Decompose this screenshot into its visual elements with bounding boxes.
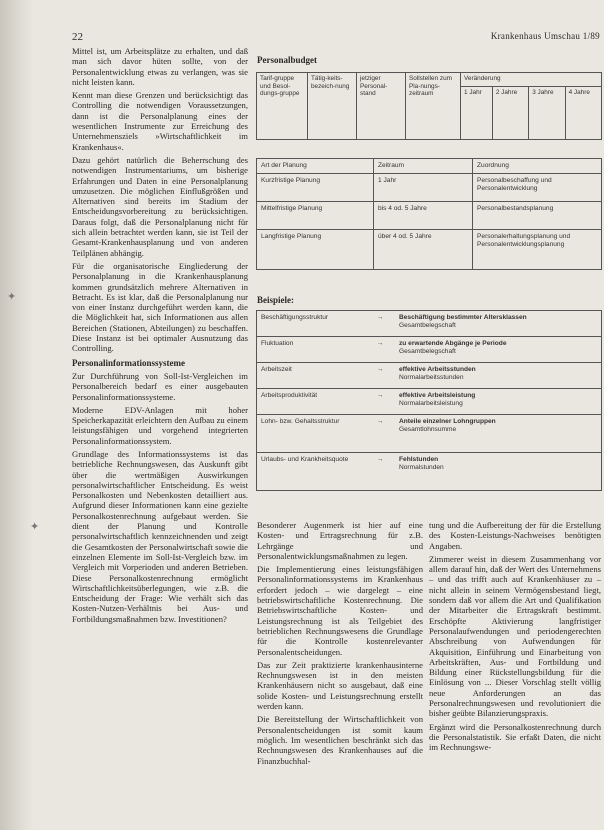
table-header-cell: Zeitraum <box>374 159 473 174</box>
table-row <box>257 415 602 453</box>
table-header-cell: Zuordnung <box>473 159 602 174</box>
table-row <box>257 453 602 491</box>
table-row <box>257 201 602 229</box>
table-cell: Personalbestandsplanung <box>473 201 602 229</box>
example-label: Arbeitsproduktivität <box>257 389 366 415</box>
table-header-cell: Art der Planung <box>257 159 374 174</box>
budget-year-cell: 1 Jahr <box>461 87 493 140</box>
paragraph: tung und die Aufbereitung der für die Erstellung des Kosten-Leistungs-Nachweises benötigten Angaben. <box>429 520 601 551</box>
example-result <box>395 311 602 337</box>
table-row <box>257 337 602 363</box>
left-column <box>72 46 248 627</box>
arrow-icon: → <box>365 337 395 363</box>
right-column-2 <box>429 520 601 756</box>
table-row <box>257 229 602 269</box>
paragraph: Die Bereitstellung der Wirtschaftlichkeit von Personalentscheidungen ist somit kaum möglich. Im wesentlichen beschränkt sich das Rechnungswesen des Krankenhauses auf die Finanzbuchhal- <box>257 714 423 766</box>
example-result-sub: Normalarbeitsstunden <box>399 374 464 381</box>
examples-table <box>256 310 602 491</box>
example-result <box>395 389 602 415</box>
example-result-main: effektive Arbeitsstunden <box>399 366 476 373</box>
paragraph: Moderne EDV-Anlagen mit hoher Speicherkapazität erleichtern den Aufbau zu einem leistungsfähigen und vorgehend integrierten Personalinformationssystem. <box>72 404 248 446</box>
paragraph: Zimmerer weist in diesem Zusammenhang vor allem darauf hin, daß der Wert des Unternehmens – und das trifft auch auf Krankenhäuser zu – nicht allein in seinem Vermögensbestand liegt, sondern daß vor allem die Art und Qualifikation der Mitarbeiter die Ertragskraft bestimmt. Erschöpfte Aktivierung langfristiger Personalaufwendungen und periodengerechten Abschreibung von Aufwendungen für Akquisition, Einführung und Einarbeitung von Arbeitskräften, Aus- und Fortbildung und Bildung einer Rückstellungsbildung für die Einlösung von ... Dieser Vorschlag stellt völlig neue Anforderungen an das Personalrechnungswesen und revolutioniert die bisher geübte Bilanzierungspraxis. <box>429 553 601 719</box>
arrow-icon: → <box>365 363 395 389</box>
budget-table <box>256 72 602 140</box>
example-result-main: Fehlstunden <box>399 456 439 463</box>
binding-mark: ✦ <box>30 521 40 533</box>
table-row <box>257 173 602 201</box>
arrow-icon: → <box>365 389 395 415</box>
budget-year-cell: 3 Jahre <box>529 87 565 140</box>
section-heading: Personalinformationssysteme <box>72 357 185 368</box>
examples-title: Beispiele: <box>257 295 294 305</box>
paragraph: Kennt man diese Grenzen und berücksichtigt das Controlling die notwendigen Voraussetzungen, dann ist die Personalplanung eines der wesentlichen Instrumente zur Erreichung des Unternehmensziels »Wirtschaftlichkeit im Krankenhaus«. <box>72 90 248 152</box>
paragraph: Besonderer Augenmerk ist hier auf eine Kosten- und Ertragsrechnung für z.B. Lehrgänge und Personalentwicklungsmaßnahmen zu legen. <box>257 520 423 561</box>
example-result-sub: Normalstunden <box>399 464 444 471</box>
arrow-icon: → <box>365 415 395 453</box>
binding-gutter <box>0 0 34 830</box>
page-number: 22 <box>72 31 83 43</box>
planning-table <box>256 158 602 270</box>
example-result-sub: Gesamtlohnsumme <box>399 426 457 433</box>
table-row <box>257 389 602 415</box>
budget-header-cell: Sollstellen zum Pla-nungs-zeitraum <box>406 73 461 140</box>
table-row <box>257 159 602 174</box>
example-result-sub: Gesamtbelegschaft <box>399 348 456 355</box>
table-row <box>257 363 602 389</box>
binding-mark: ✦ <box>7 291 17 303</box>
budget-header-cell: Tätig-keits-bezeich-nung <box>308 73 357 140</box>
table-cell: 1 Jahr <box>374 173 473 201</box>
table-row <box>257 311 602 337</box>
table-cell: Mittelfristige Planung <box>257 201 374 229</box>
example-label: Beschäftigungsstruktur <box>257 311 366 337</box>
example-result-main: Beschäftigung bestimmter Altersklassen <box>399 314 527 321</box>
budget-header-cell: Veränderung <box>461 73 602 87</box>
paragraph: Ergänzt wird die Personalkostenrechnung durch die Personalstatistik. Sie erfaßt Daten, die nicht im Rechnungswe- <box>429 721 601 753</box>
budget-header-cell: Tarif-gruppe und Besol-dungs-gruppe <box>257 73 308 140</box>
example-result <box>395 453 602 491</box>
budget-year-cell: 2 Jahre <box>492 87 528 140</box>
table-cell: Personalbeschaffung und Personalentwicklung <box>473 173 602 201</box>
arrow-icon: → <box>365 453 395 491</box>
table-cell: Personalerhaltungsplanung und Personalentwicklungsplanung <box>473 229 602 269</box>
right-column-1 <box>257 520 423 769</box>
example-result <box>395 337 602 363</box>
paragraph: Zur Durchführung von Soll-Ist-Vergleichen im Personalbereich bedarf es einer ausgebauten Personalinformationssysteme. <box>72 370 248 402</box>
table-cell: bis 4 od. 5 Jahre <box>374 201 473 229</box>
paragraph: Für die organisatorische Eingliederung der Personalplanung in die Krankenhausplanung kommen grundsätzlich mehrere Alternativen in Betracht. Es ist klar, daß die Personalplanung nur von einer Instanz durchgeführt werden kann, die die Möglichkeit hat, sich Informationen aus allen Bereichen (Stationen, Abteilungen) zu beschaffen. Diese Instanz ist bei optimaler Ausnutzung das Controlling. <box>72 260 248 354</box>
example-result-main: Anteile einzelner Lohngruppen <box>399 418 496 425</box>
example-label: Arbeitszeit <box>257 363 366 389</box>
paragraph: Das zur Zeit praktizierte krankenhausinterne Rechnungswesen ist in den meisten Krankenhäusern nicht so ausgebaut, daß eine solide Kosten- und Leistungsrechnung erstellt werden kann. <box>257 659 423 712</box>
paragraph: Grundlage des Informationssystems ist das betriebliche Rechnungswesen, das Auskunft gibt über die wertmäßigen Auswirkungen personalwirtschaftlicher Entscheidung. Es weist Personalkosten und Nebenkosten detailliert aus. Aufgrund dieser Informationen kann eine gezielte Personalkostenrechnung aufgebaut werden. Sie dient der Planung und Kontrolle personalwirtschaftlich kennzeichnenden und zeigt die Gesamtkosten der Personalwirtschaft sowie die einzelnen Elemente im Soll-Ist-Vergleich bzw. im Vergleich mit Vorperioden und anderen Betrieben. Diese Personalkostenrechnung ermöglicht Wirtschaftlichkeitsüberlegungen, wie z.B. die Entscheidung der Frage: Wie verhält sich das Kosten-Nutzen-Verhältnis bei Aus- und Fortbildungsmaßnahmen bzw. Investitionen? <box>72 448 248 624</box>
example-result-main: zu erwartende Abgänge je Periode <box>399 340 507 347</box>
arrow-icon: → <box>365 311 395 337</box>
example-label: Fluktuation <box>257 337 366 363</box>
example-label: Urlaubs- und Krankheitsquote <box>257 453 366 491</box>
example-result-sub: Normalarbeitsleistung <box>399 400 463 407</box>
table-cell: Kurzfristige Planung <box>257 173 374 201</box>
example-result <box>395 415 602 453</box>
budget-year-cell: 4 Jahre <box>565 87 601 140</box>
table-cell: über 4 od. 5 Jahre <box>374 229 473 269</box>
example-result-main: effektive Arbeitsleistung <box>399 392 476 399</box>
budget-header-cell: jetziger Personal-stand <box>357 73 406 140</box>
budget-title: Personalbudget <box>257 55 318 65</box>
example-result-sub: Gesamtbelegschaft <box>399 322 456 329</box>
table-cell: Langfristige Planung <box>257 229 374 269</box>
example-result <box>395 363 602 389</box>
paragraph: Mittel ist, um Arbeitsplätze zu erhalten, und daß man sich davor hüten sollte, von der Personalentwicklung etwas zu verlangen, was sie nicht leisten kann. <box>72 46 248 87</box>
example-label: Lohn- bzw. Gehaltsstruktur <box>257 415 366 453</box>
paragraph: Dazu gehört natürlich die Beherrschung des notwendigen Instrumentariums, um bisherige Erfahrungen und Daten in eine Personalplanung umzusetzen. Die möglichen Einflußgrößen und Alternativen sind bereits im Stadium der Entscheidungsvorbereitung zu berücksichtigen. Daraus folgt, daß die Personalplanung nicht für sich allein betrachtet werden kann, sie ist Teil der Gesamt-Krankenhausplanung und von anderen Teilplänen abhängig. <box>72 154 248 258</box>
paragraph: Die Implementierung eines leistungsfähigen Personalinformationssystems im Krankenhaus erfordert jedoch – wie dargelegt – eine betriebswirtschaftliche Kostenrechnung. Die Betriebswirtschaftliche Kosten- und Leistungsrechnung ist als Teilgebiet des betrieblichen Rechnungswesens die Grundlage für die Kontrolle kostenrelevanter Personalentscheidungen. <box>257 564 423 657</box>
running-title: Krankenhaus Umschau 1/89 <box>490 31 600 41</box>
